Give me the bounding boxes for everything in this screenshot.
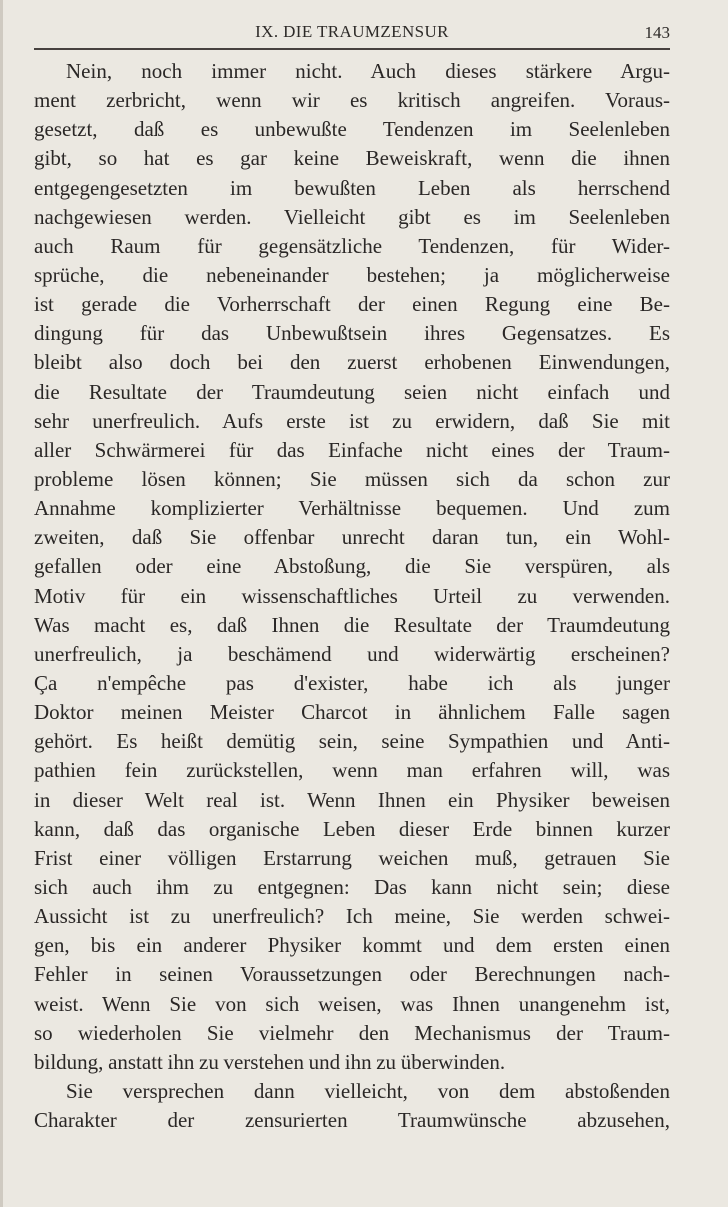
header-rule	[34, 48, 670, 50]
text-line: Sie versprechen dann vielleicht, von dem abstoßenden	[66, 1078, 670, 1103]
text-line: ment zerbricht, wenn wir es kritisch angreifen. Voraus-	[34, 88, 670, 113]
text-line: entgegengesetzten im bewußten Leben als herrschend	[34, 175, 670, 200]
text-line: Annahme komplizierter Verhältnisse bequemen. Und zum	[34, 496, 670, 521]
text-line: pathien fein zurückstellen, wenn man erfahren will, was	[34, 758, 670, 783]
text-line: unerfreulich, ja beschämend und widerwärtig erscheinen?	[34, 641, 670, 666]
text-line: gefallen oder eine Abstoßung, die Sie verspüren, als	[34, 554, 670, 579]
text-line: Frist einer völligen Erstarrung weichen muß, getrauen Sie	[34, 845, 670, 870]
text-line: weist. Wenn Sie von sich weisen, was Ihnen unangenehm ist,	[34, 991, 670, 1016]
text-line: gibt, so hat es gar keine Beweiskraft, wenn die ihnen	[34, 146, 670, 171]
text-line: gehört. Es heißt demütig sein, seine Sympathien und Anti-	[34, 729, 670, 754]
text-line: Doktor meinen Meister Charcot in ähnlichem Falle sagen	[34, 700, 670, 725]
text-line: Was macht es, daß Ihnen die Resultate der Traumdeutung	[34, 612, 670, 637]
text-line: sprüche, die nebeneinander bestehen; ja möglicherweise	[34, 262, 670, 287]
body-text	[34, 57, 670, 1135]
text-line: aller Schwärmerei für das Einfache nicht eines der Traum-	[34, 437, 670, 462]
text-line: in dieser Welt real ist. Wenn Ihnen ein Physiker beweisen	[34, 787, 670, 812]
text-line: so wiederholen Sie vielmehr den Mechanismus der Traum-	[34, 1020, 670, 1045]
text-line: Aussicht ist zu unerfreulich? Ich meine, Sie werden schwei-	[34, 904, 670, 929]
text-line: gesetzt, daß es unbewußte Tendenzen im Seelenleben	[34, 117, 670, 142]
text-line: gen, bis ein anderer Physiker kommt und dem ersten einen	[34, 933, 670, 958]
text-line: kann, daß das organische Leben dieser Erde binnen kurzer	[34, 816, 670, 841]
text-line: dingung für das Unbewußtsein ihres Gegensatzes. Es	[34, 321, 670, 346]
text-line: zweiten, daß Sie offenbar unrecht daran tun, ein Wohl-	[34, 525, 670, 550]
text-line: die Resultate der Traumdeutung seien nicht einfach und	[34, 379, 670, 404]
text-line: sehr unerfreulich. Aufs erste ist zu erwidern, daß Sie mit	[34, 408, 670, 433]
text-line: Ça n'empêche pas d'exister, habe ich als junger	[34, 670, 670, 695]
text-line: probleme lösen können; Sie müssen sich da schon zur	[34, 466, 670, 491]
text-line: Charakter der zensurierten Traumwünsche abzusehen,	[34, 1108, 670, 1133]
text-line: Nein, noch immer nicht. Auch dieses stärkere Argu-	[66, 59, 670, 83]
text-line: auch Raum für gegensätzliche Tendenzen, für Wider-	[34, 233, 670, 258]
text-line: nachgewiesen werden. Vielleicht gibt es im Seelenleben	[34, 204, 670, 229]
text-line: Motiv für ein wissenschaftliches Urteil zu verwenden.	[34, 583, 670, 608]
page-number: 143	[644, 23, 670, 42]
text-line: sich auch ihm zu entgegnen: Das kann nicht sein; diese	[34, 874, 670, 899]
running-head: IX. DIE TRAUMZENSUR	[255, 22, 449, 41]
text-line: bildung, anstatt ihn zu verstehen und ihn zu überwinden.	[34, 1049, 506, 1074]
text-line: ist gerade die Vorherrschaft der einen Regung eine Be-	[34, 292, 670, 317]
page-header	[34, 22, 670, 46]
text-line: bleibt also doch bei den zuerst erhobenen Einwendungen,	[34, 350, 670, 375]
text-line: Fehler in seinen Voraussetzungen oder Berechnungen nach-	[34, 962, 670, 987]
page-edge-shadow	[0, 0, 3, 1207]
